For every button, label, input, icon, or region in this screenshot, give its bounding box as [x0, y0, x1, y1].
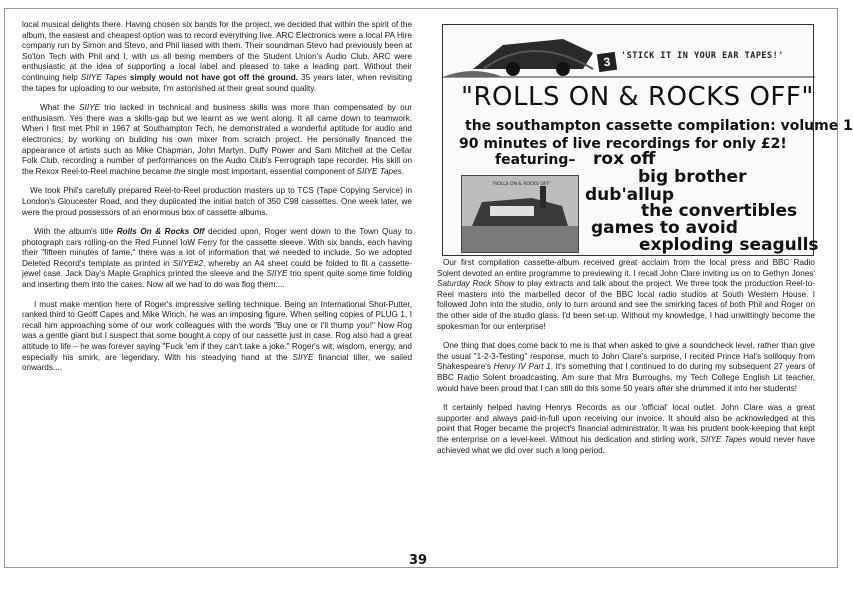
- paragraph: local musical delights there. Having chosen six bands for the project, we decided that within the spirit of the album, the easiest and cheapest option was to record everything live. ARC Electronics were a local PA Hire company run by Simon and Stevo, and Phil liased with them. Their soundman Stevo had previously been at So'ton Tech with Phil and I, with us all being members of the Student Union's Audio Club. ARC were enthusiastic at the idea of supporting a local label and pleased to take a leading part. Without their continuing help SIIYE Tapes simply would not have got off the ground. 35 years later, when revisiting the tapes for uploading to our website, I'm astonished at their great sound quality.: [22, 20, 413, 93]
- band-name: the convertibles: [641, 201, 798, 221]
- paragraph: It certainly helped having Henrys Records as our 'official' local outlet. John Clare was a great supporter and always paid-in-full upon receiving our invoice. It should also be acknowledged at this point that Roger became the project's financial administrator. It was his prudent book-keeping that kept the enterprise on a level-keel. Without his dedication and stirling work, SIIYE Tapes would never have achieved what we did over such a long period.: [437, 403, 816, 455]
- issue-number-badge: 3: [597, 52, 617, 72]
- page-number: 39: [409, 553, 428, 568]
- flyer-title: "ROLLS ON & ROCKS OFF": [461, 82, 814, 112]
- band-name: games to avoid: [591, 218, 738, 238]
- right-column: [437, 258, 815, 465]
- ferry-photo-icon: [462, 176, 578, 252]
- paragraph: We took Phil's carefully prepared Reel-to-Reel production masters up to TCS (Tape Copying Service) in London's Gloucester Road, and they duplicated the initial batch of 350 C98 cassettes. One week later, we were the proud possessors of an enormous box of cassette albums.: [22, 186, 412, 217]
- band-name: rox off: [593, 149, 656, 169]
- cassette-flyer-image: [442, 24, 853, 256]
- paragraph: I must make mention here of Roger's impressive selling technique. Being an International Shot-Putter, ranked third to Geoff Capes and Mike Winch, he was an imposing figure. When selling copies of PLUG 1, I recall him approaching some of our work colleagues with the words "Buy one or I'll thump you!" Now Rog was a gentle giant but I suspect that some bought a copy of our cassette just in case. Rog also had a great attitude to life – he was forever saying "Fuck 'em if they can't take a joke." Roger's wit, wisdom, energy, and especially his smirk, are legendary. With his steadying hand at the SIIYE financial tiller, we sailed onwards....: [22, 299, 412, 373]
- paragraph: One thing that does come back to me is that when asked to give a soundcheck level, rather than give the usual "1-2-3-Testing" response, much to John Clare's surprise, I recited Prince Hal's soliloquy from Shakespeare's Henry IV Part 1. It's something that I continued to do during my subsequent 27 years of BBC Radio Solent broadcasting. Am sure that Mrs Burroughs, my Tech College English Lit teacher, would have been proud that I can still do this some 50 years after she drummed it into her students!: [437, 341, 815, 393]
- paragraph: What the SIIYE trio lacked in technical and business skills was more than compensated by our enthusiasm. Yes there was a skills-gap but we learnt as we went along. It all came down to teamwork. When I first met Phil in 1967 at Southampton Tech, he demonstrated a wonderful aptitude for audio and electronics, by working on building his own mixer from scratch project. He personally financed the appearance of artists such as Mike Chapman, John Martyn, Duffy Power and Sam Mitchell at the Cellar Folk Club, recording a number of performances on the Audio Club's Ferrograph tape recorder. His skill on the Rexox Reel-to-Reel machine became the single most important, essential component of SIIYE Tapes.: [22, 103, 412, 176]
- paragraph: Our first compilation cassette-album received great acclaim from the local press and BBC Radio Solent devoted an entire programme to previewing it. I recall John Clare inviting us on to Gethyn Jones' Saturday Rock Show to play extracts and talk about the project. We three took the production Reel-to-Reel masters into the marbelled decor of the BBC local radio studios at South Western House. I followed John into the studio, only to turn around and see the smirking faces of both Phil and Roger on the other side of the studio glass. I'd been set-up. Without my knowledge, I had unwittingly become the spokesman for our enterprise!: [437, 258, 815, 331]
- band-name: dub'allup: [585, 185, 675, 205]
- band-name: exploding seagulls: [639, 235, 819, 255]
- flyer-featuring: featuring–: [495, 152, 576, 168]
- ferry-photo: [461, 175, 579, 253]
- photo-caption: "ROLLS ON & ROCKS OFF": [492, 182, 552, 187]
- paragraph: With the album's title Rolls On & Rocks Off decided upon, Roger went down to the Town Quay to photograph cars rolling-on the Red Funnel IoW Ferry for the cassette sleeve. With six bands, each having their "fifteen minutes of fame," there was a lot of information that we needed to include. So we adopted Deleted Record's template as printed in SIIYE#2, whereby an A4 sheet could be folded to fit a cassette-jewel case. Jack Day's Maple Graphics printed the sleeve and the SIIYE trio spent quite some time folding and inserting them into the cases. Now all we had to do was flog them....: [22, 227, 413, 290]
- band-name: big brother: [638, 167, 747, 187]
- flyer-subtitle: the southampton cassette compilation: volume 1: [465, 118, 853, 134]
- flyer-price-line: 90 minutes of live recordings for only £2!: [459, 136, 787, 152]
- flyer-tagline: 'STICK IT IN YOUR EAR TAPES!': [621, 51, 784, 61]
- left-column: [22, 20, 412, 383]
